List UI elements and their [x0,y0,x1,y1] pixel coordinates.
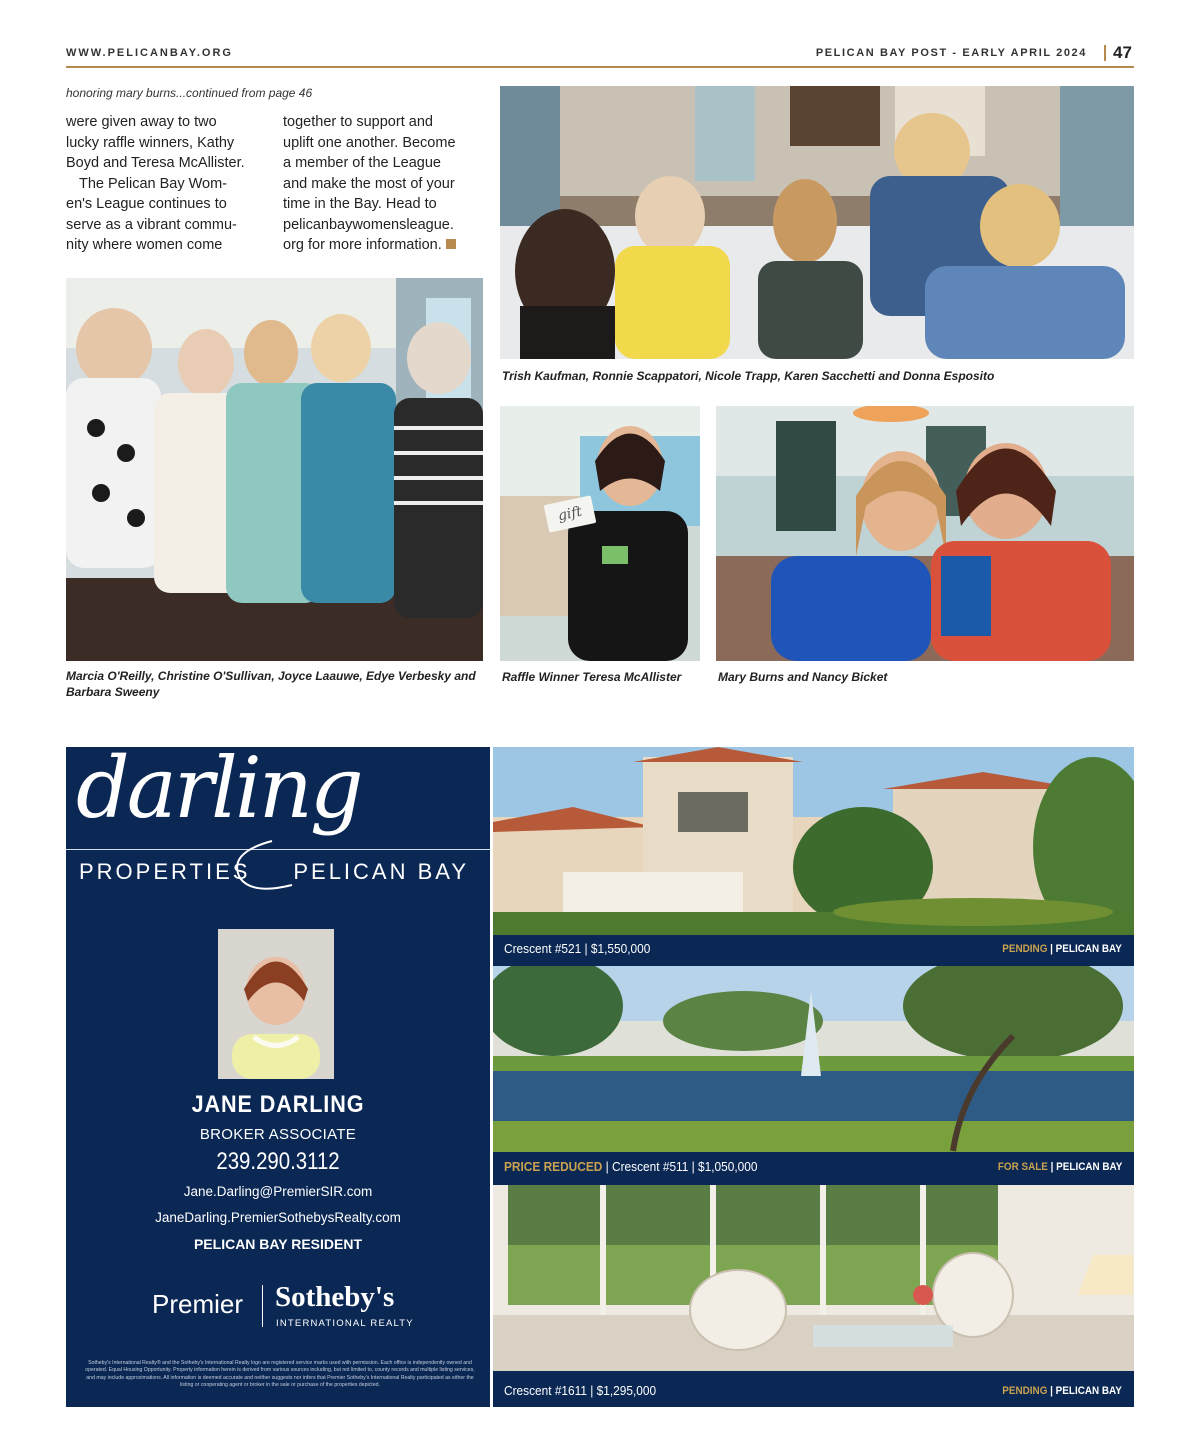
photo-pair [716,406,1134,661]
listing-photo-3 [493,1185,1134,1371]
header-rule [66,66,1134,68]
website-url: WWW.PELICANBAY.ORG [66,47,233,59]
logo-sothebys: Sotheby's [275,1281,395,1313]
page-number: 47 [1113,43,1132,62]
real-estate-ad [66,739,1134,1407]
header-separator [1104,45,1106,61]
text-line: a member of the League [283,155,441,171]
status-label: PENDING [1002,1385,1048,1397]
text-line: together to support and [283,114,433,130]
gift-card: gift [544,495,597,532]
listing-info-1: Crescent #521 | $1,550,000 [504,942,651,956]
status-label: FOR SALE [997,1161,1048,1173]
brand-pelican-bay: PELICAN BAY [293,859,469,884]
listing-info-text: Crescent #511 | $1,050,000 [612,1160,758,1174]
legal-disclaimer: Sotheby's International Realty® and the Sotheby's International Realty logo are registered service marks used with permission. Each office is independently owned and operated. Equal Housing Opportunity. Property information herein is derived from various sources including, but not limited to, county records and multiple listing services, and may include approximations. All information is deemed accurate and neither suggests nor infers that Premier Sotheby's International Realty participated as either the listing or cooperating agent or broker in the sale or purchase of the properties depicted. [85,1360,475,1388]
listing-photo-1 [493,747,1134,935]
text-line: The Pelican Bay Wom- [79,175,228,192]
publication-title: PELICAN BAY POST - EARLY APRIL 2024 [815,47,1087,59]
article-column-1 [66,112,271,256]
text-line: time in the Bay. Head to [283,196,437,212]
listing-status-1: PENDING | PELICAN BAY [1002,943,1122,955]
brand-properties: PROPERTIES [79,859,251,884]
caption-pair: Mary Burns and Nancy Bicket [718,670,888,684]
photo-group-of-five [500,86,1134,359]
text-line: uplift one another. Become [283,134,456,151]
area-label: PELICAN BAY [1055,1161,1122,1173]
text-line: nity where women come [66,237,223,253]
logo-divider [262,1285,263,1327]
article-column-2 [283,112,488,256]
caption-group-left: Marcia O'Reilly, Christine O'Sullivan, Joyce Laauwe, Edye Verbesky and Barbara Sweeny [66,669,476,699]
agent-resident: PELICAN BAY RESIDENT [193,1236,363,1252]
text-line: were given away to two [66,114,217,130]
listing-bar-1[interactable] [493,937,1134,963]
area-label: PELICAN BAY [1055,943,1122,955]
listing-bar-3[interactable] [493,1377,1134,1407]
text-line: serve as a vibrant commu- [66,216,237,233]
listing-bar-2[interactable] [493,1155,1134,1181]
text-line: and make the most of your [283,175,455,192]
text-line: lucky raffle winners, Kathy [66,134,235,151]
photo-raffle-winner [500,406,700,661]
listing-photo-2 [493,966,1134,1152]
continued-note: honoring mary burns...continued from page 46 [66,86,313,100]
price-reduced-label: PRICE REDUCED [504,1160,603,1174]
agent-portrait [218,929,334,1079]
photo-group-left [66,278,483,661]
caption-group-of-five: Trish Kaufman, Ronnie Scappatori, Nicole Trapp, Karen Sacchetti and Donna Esposito [502,369,995,383]
listing-info-3: Crescent #1611 | $1,295,000 [504,1384,657,1398]
agent-name: JANE DARLING [191,1091,365,1118]
logo-international-realty: INTERNATIONAL REALTY [276,1318,414,1329]
text-line: en's League continues to [66,196,227,212]
agent-title: BROKER ASSOCIATE [199,1126,357,1143]
text-line: org for more information. [283,237,442,253]
listing-status-3: PENDING | PELICAN BAY [1002,1385,1122,1397]
agent-panel [66,739,490,1407]
listing-status-2: FOR SALE | PELICAN BAY [997,1161,1122,1173]
caption-raffle-winner: Raffle Winner Teresa McAllister [502,670,682,684]
listing-info-2: PRICE REDUCED | Crescent #511 | $1,050,000 [504,1160,758,1174]
area-label: PELICAN BAY [1055,1385,1122,1397]
status-label: PENDING [1002,943,1048,955]
end-mark-icon [446,239,456,249]
logo-premier: Premier [152,1289,244,1319]
agent-email[interactable]: Jane.Darling@PremierSIR.com [183,1184,373,1199]
agent-website[interactable]: JaneDarling.PremierSothebysRealty.com [155,1210,401,1225]
agent-phone[interactable]: 239.290.3112 [216,1148,340,1175]
brand-script: darling [76,739,361,837]
text-line: pelicanbaywomensleague. [283,216,454,233]
text-line: Boyd and Teresa McAllister. [66,155,245,171]
text-line-final [283,235,488,256]
